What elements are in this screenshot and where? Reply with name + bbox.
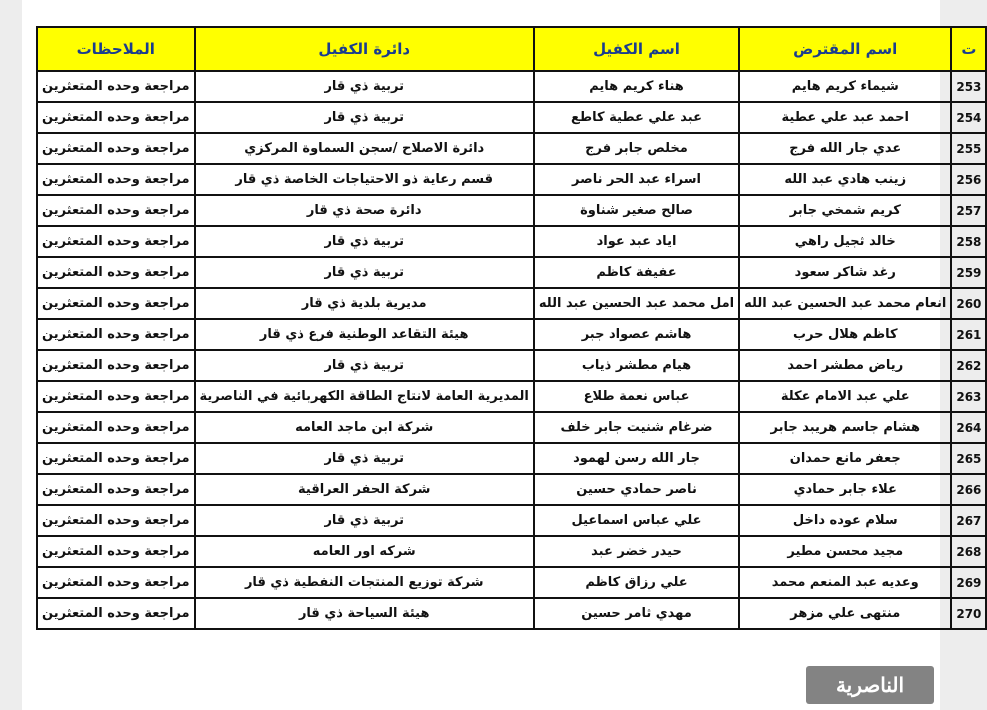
cell-department: تربية ذي قار <box>195 350 534 381</box>
cell-guarantor: هاشم عصواد جبر <box>534 319 739 350</box>
cell-notes: مراجعة وحده المتعثرين <box>37 412 195 443</box>
cell-borrower: كاظم هلال حرب <box>739 319 951 350</box>
cell-department: المديرية العامة لانتاج الطاقة الكهربائية في الناصرية <box>195 381 534 412</box>
cell-num: 255 <box>951 133 986 164</box>
cell-notes: مراجعة وحده المتعثرين <box>37 133 195 164</box>
document-sheet <box>22 0 982 710</box>
cell-notes: مراجعة وحده المتعثرين <box>37 505 195 536</box>
cell-borrower: وعديه عبد المنعم محمد <box>739 567 951 598</box>
table-row <box>37 195 986 226</box>
cell-department: تربية ذي قار <box>195 226 534 257</box>
cell-department: تربية ذي قار <box>195 505 534 536</box>
table-row <box>37 474 986 505</box>
cell-borrower: كريم شمخي جابر <box>739 195 951 226</box>
cell-num: 258 <box>951 226 986 257</box>
cell-department: هيئة السياحة ذي قار <box>195 598 534 629</box>
cell-borrower: عدي جار الله فرج <box>739 133 951 164</box>
cell-num: 259 <box>951 257 986 288</box>
cell-department: دائرة الاصلاح /سجن السماوة المركزي <box>195 133 534 164</box>
cell-guarantor: ضرغام شنيت جابر خلف <box>534 412 739 443</box>
cell-num: 257 <box>951 195 986 226</box>
cell-guarantor: ناصر حمادي حسين <box>534 474 739 505</box>
cell-guarantor: مخلص جابر فرج <box>534 133 739 164</box>
cell-borrower: انعام محمد عبد الحسين عبد الله <box>739 288 951 319</box>
cell-guarantor: عبد علي عطية كاطع <box>534 102 739 133</box>
header-borrower: اسم المقترض <box>739 27 951 71</box>
cell-notes: مراجعة وحده المتعثرين <box>37 319 195 350</box>
cell-guarantor: حيدر خضر عبد <box>534 536 739 567</box>
cell-num: 263 <box>951 381 986 412</box>
cell-guarantor: امل محمد عبد الحسين عبد الله <box>534 288 739 319</box>
table-row <box>37 164 986 195</box>
table-row <box>37 71 986 102</box>
cell-borrower: علاء جابر حمادي <box>739 474 951 505</box>
cell-num: 260 <box>951 288 986 319</box>
cell-borrower: رغد شاكر سعود <box>739 257 951 288</box>
cell-num: 265 <box>951 443 986 474</box>
cell-num: 262 <box>951 350 986 381</box>
cell-notes: مراجعة وحده المتعثرين <box>37 381 195 412</box>
borrowers-table <box>36 26 987 630</box>
header-num: ت <box>951 27 986 71</box>
cell-notes: مراجعة وحده المتعثرين <box>37 195 195 226</box>
watermark-logo: الناصرية <box>806 666 934 704</box>
cell-department: شركه اور العامه <box>195 536 534 567</box>
cell-borrower: خالد ثجيل راهي <box>739 226 951 257</box>
cell-notes: مراجعة وحده المتعثرين <box>37 257 195 288</box>
cell-notes: مراجعة وحده المتعثرين <box>37 474 195 505</box>
table-row <box>37 350 986 381</box>
cell-guarantor: علي عباس اسماعيل <box>534 505 739 536</box>
cell-notes: مراجعة وحده المتعثرين <box>37 443 195 474</box>
cell-department: مديرية بلدية ذي قار <box>195 288 534 319</box>
cell-num: 264 <box>951 412 986 443</box>
table-row <box>37 505 986 536</box>
cell-notes: مراجعة وحده المتعثرين <box>37 226 195 257</box>
cell-borrower: شيماء كريم هايم <box>739 71 951 102</box>
cell-department: هيئة التقاعد الوطنية فرع ذي قار <box>195 319 534 350</box>
cell-borrower: علي عبد الامام عكلة <box>739 381 951 412</box>
table-row <box>37 288 986 319</box>
cell-num: 269 <box>951 567 986 598</box>
cell-notes: مراجعة وحده المتعثرين <box>37 71 195 102</box>
cell-department: تربية ذي قار <box>195 102 534 133</box>
cell-department: شركة توزيع المنتجات النفطية ذي قار <box>195 567 534 598</box>
cell-borrower: هشام جاسم هريبد جابر <box>739 412 951 443</box>
table-row <box>37 257 986 288</box>
cell-department: شركة الحفر العراقية <box>195 474 534 505</box>
cell-guarantor: هناء كريم هايم <box>534 71 739 102</box>
cell-notes: مراجعة وحده المتعثرين <box>37 288 195 319</box>
cell-notes: مراجعة وحده المتعثرين <box>37 567 195 598</box>
cell-guarantor: عباس نعمة طلاع <box>534 381 739 412</box>
cell-borrower: رياض مطشر احمد <box>739 350 951 381</box>
cell-num: 261 <box>951 319 986 350</box>
cell-borrower: سلام عوده داخل <box>739 505 951 536</box>
cell-department: دائرة صحة ذي قار <box>195 195 534 226</box>
cell-department: تربية ذي قار <box>195 257 534 288</box>
header-department: دائرة الكفيل <box>195 27 534 71</box>
cell-notes: مراجعة وحده المتعثرين <box>37 536 195 567</box>
cell-notes: مراجعة وحده المتعثرين <box>37 164 195 195</box>
cell-guarantor: اياد عبد عواد <box>534 226 739 257</box>
cell-num: 254 <box>951 102 986 133</box>
cell-department: تربية ذي قار <box>195 71 534 102</box>
table-row <box>37 567 986 598</box>
cell-num: 267 <box>951 505 986 536</box>
table-row <box>37 102 986 133</box>
cell-department: قسم رعاية ذو الاحتياجات الخاصة ذي قار <box>195 164 534 195</box>
cell-borrower: احمد عبد علي عطية <box>739 102 951 133</box>
cell-notes: مراجعة وحده المتعثرين <box>37 598 195 629</box>
cell-department: تربية ذي قار <box>195 443 534 474</box>
cell-num: 270 <box>951 598 986 629</box>
cell-guarantor: عفيفة كاظم <box>534 257 739 288</box>
cell-borrower: منتهى علي مزهر <box>739 598 951 629</box>
cell-notes: مراجعة وحده المتعثرين <box>37 350 195 381</box>
table-row <box>37 443 986 474</box>
header-guarantor: اسم الكفيل <box>534 27 739 71</box>
cell-guarantor: صالح صغير شناوة <box>534 195 739 226</box>
cell-num: 268 <box>951 536 986 567</box>
table-header-row <box>37 27 986 71</box>
cell-num: 253 <box>951 71 986 102</box>
cell-num: 266 <box>951 474 986 505</box>
cell-guarantor: جار الله رسن لهمود <box>534 443 739 474</box>
table-row <box>37 133 986 164</box>
cell-num: 256 <box>951 164 986 195</box>
cell-guarantor: هيام مطشر ذياب <box>534 350 739 381</box>
cell-borrower: جعفر مانع حمدان <box>739 443 951 474</box>
cell-notes: مراجعة وحده المتعثرين <box>37 102 195 133</box>
table-row <box>37 598 986 629</box>
table-row <box>37 381 986 412</box>
header-notes: الملاحظات <box>37 27 195 71</box>
cell-guarantor: علي رزاق كاظم <box>534 567 739 598</box>
table-row <box>37 536 986 567</box>
cell-borrower: مجيد محسن مطير <box>739 536 951 567</box>
cell-guarantor: مهدي ثامر حسين <box>534 598 739 629</box>
table-row <box>37 412 986 443</box>
table-row <box>37 226 986 257</box>
cell-borrower: زينب هادي عبد الله <box>739 164 951 195</box>
table-row <box>37 319 986 350</box>
cell-guarantor: اسراء عبد الحر ناصر <box>534 164 739 195</box>
cell-department: شركة ابن ماجد العامه <box>195 412 534 443</box>
